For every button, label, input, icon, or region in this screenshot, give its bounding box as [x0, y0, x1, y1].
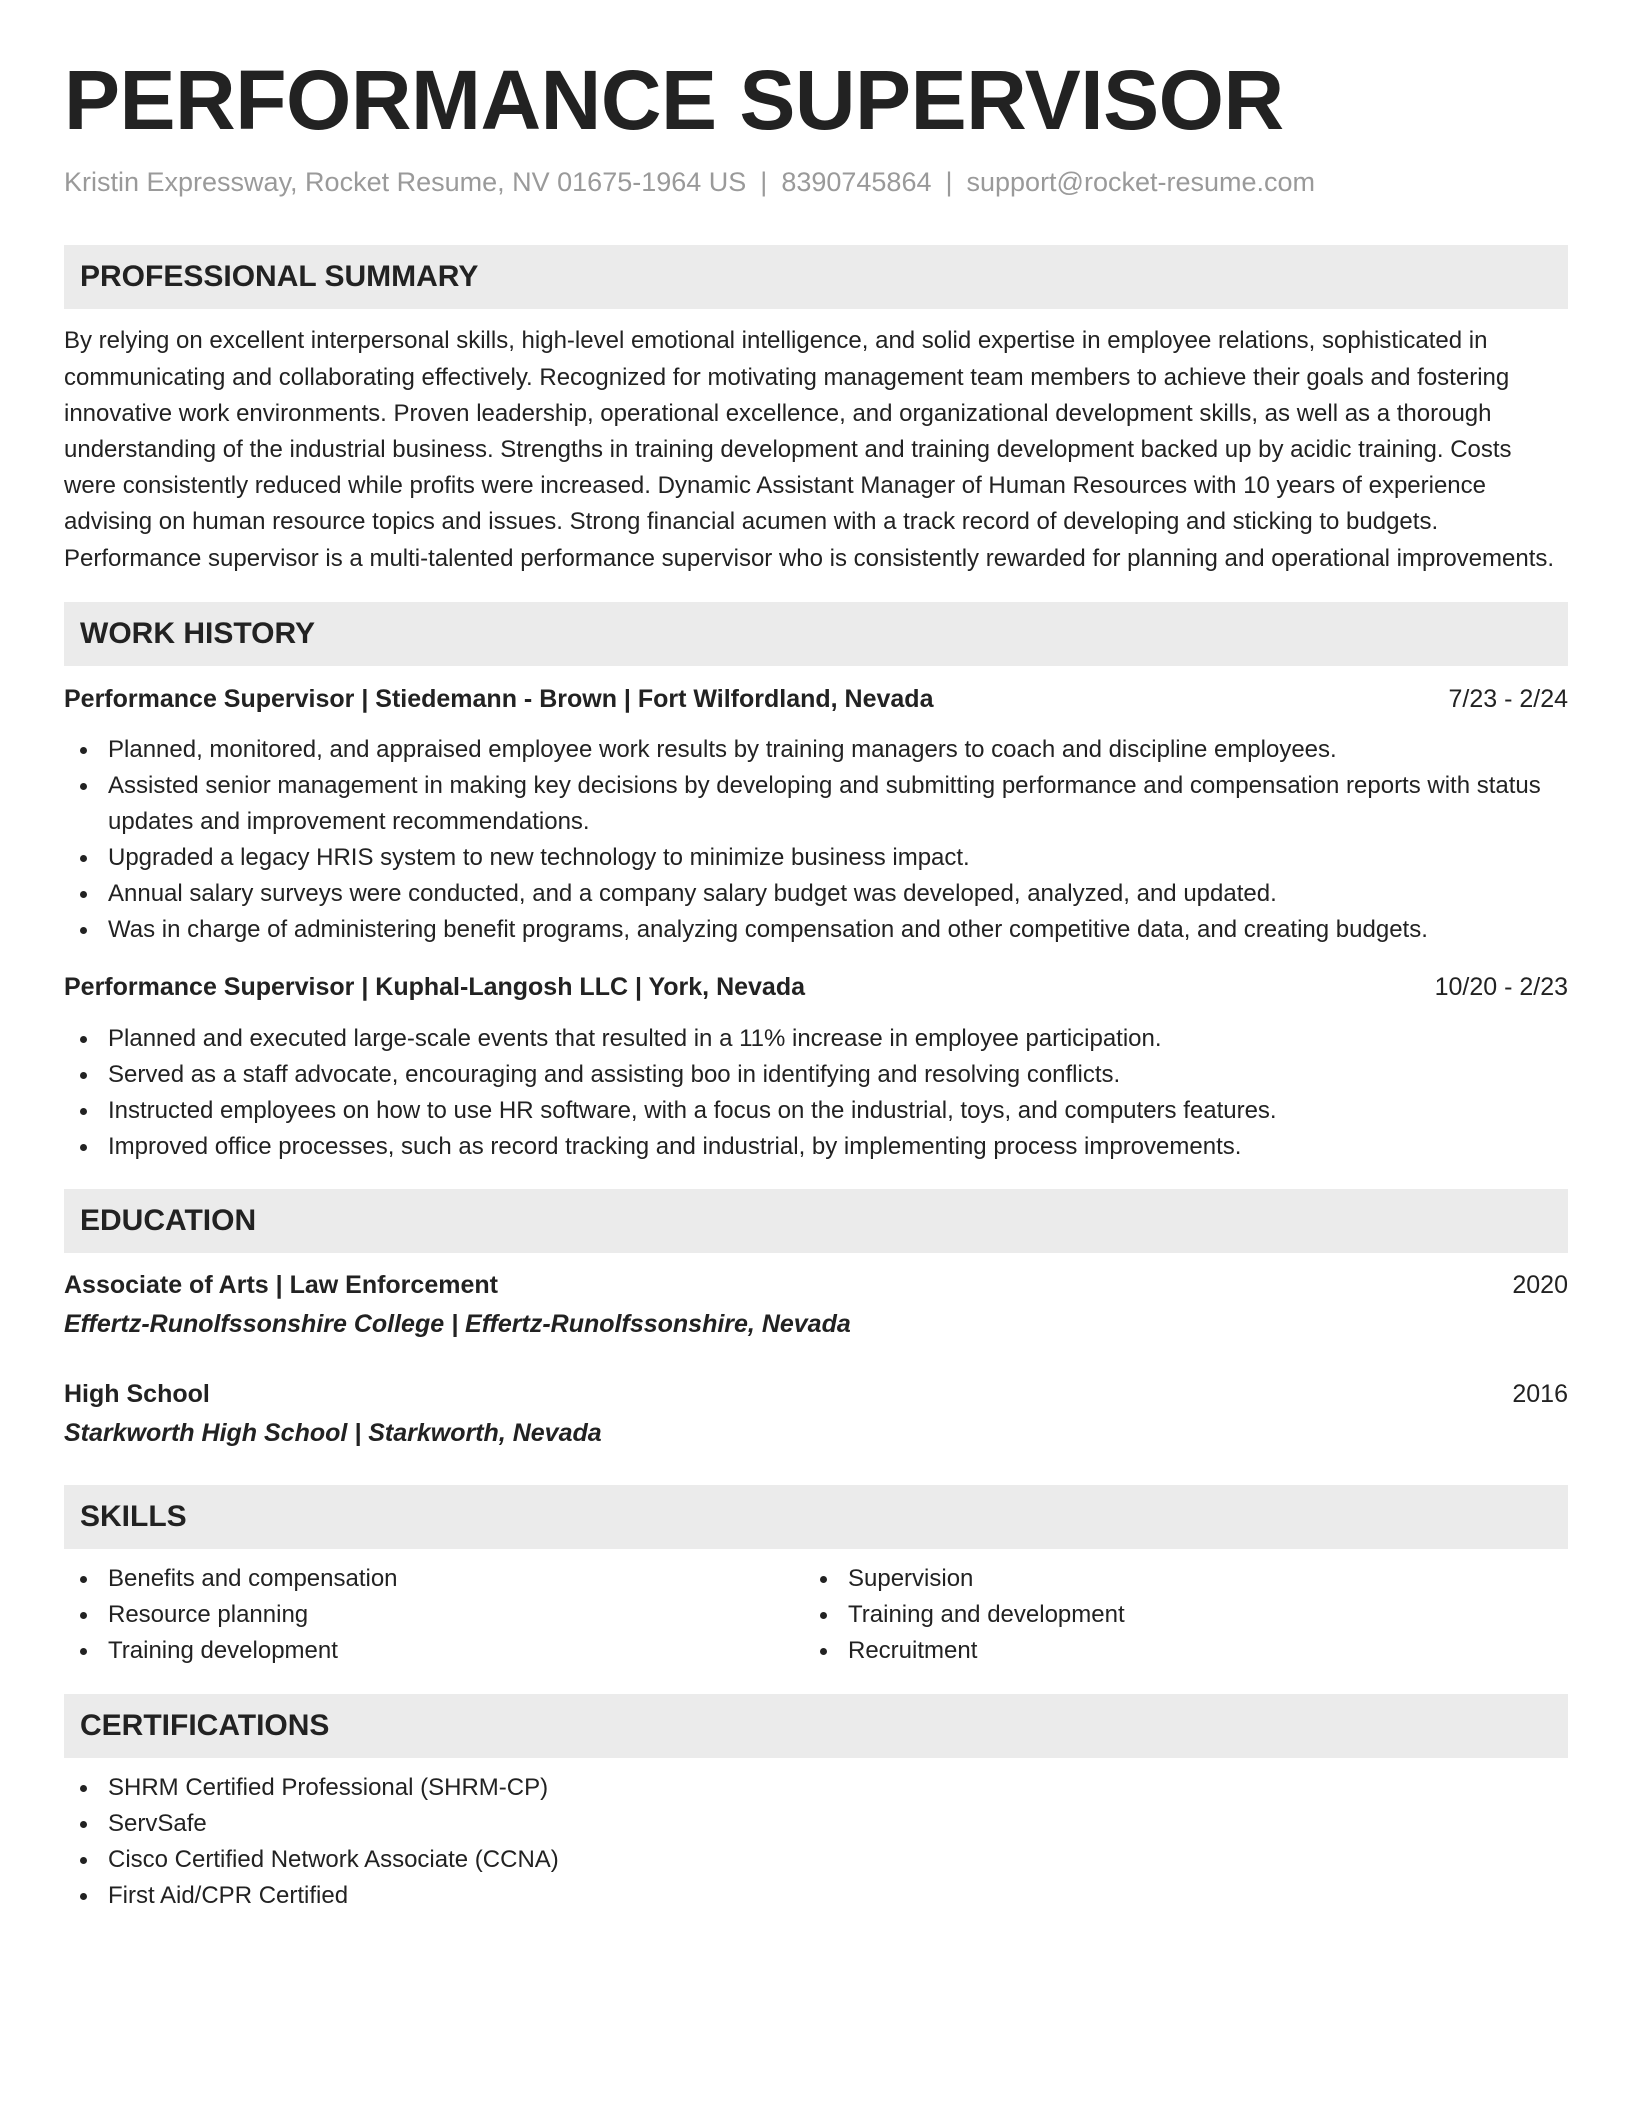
contact-line — [64, 166, 1568, 198]
education-header — [64, 1270, 1568, 1300]
phone-text: 8390745864 — [781, 167, 932, 197]
job-bullet: Instructed employees on how to use HR software, with a focus on the industrial, toys, and computers features. — [64, 1093, 1568, 1129]
job-bullet: Served as a staff advocate, encouraging and assisting boo in identifying and resolving conflicts. — [64, 1057, 1568, 1093]
education-school: Starkworth High School | Starkworth, Nevada — [64, 1418, 602, 1447]
job-bullet: Improved office processes, such as record tracking and industrial, by implementing process improvements. — [64, 1129, 1568, 1165]
skills-list-left — [64, 1561, 804, 1669]
job-bullet: Annual salary surveys were conducted, and a company salary budget was developed, analyzed, and updated. — [64, 876, 1568, 912]
job-bullet-list — [64, 1021, 1568, 1165]
certification-item: Cisco Certified Network Associate (CCNA) — [64, 1842, 1568, 1878]
certifications-list — [64, 1770, 1568, 1914]
education-degree: High School — [64, 1379, 210, 1408]
education-year: 2020 — [1512, 1270, 1568, 1299]
certification-item: ServSafe — [64, 1806, 1568, 1842]
skill-item: Recruitment — [804, 1633, 1544, 1669]
work-history-section-header: WORK HISTORY — [64, 602, 1568, 666]
job-dates: 7/23 - 2/24 — [1448, 684, 1568, 713]
job-header — [64, 684, 1568, 714]
job-title: Performance Supervisor | Kuphal-Langosh LLC | York, Nevada — [64, 972, 806, 1001]
education-header — [64, 1379, 1568, 1409]
education-section-header: EDUCATION — [64, 1189, 1568, 1253]
summary-section-header: PROFESSIONAL SUMMARY — [64, 245, 1568, 309]
skills-list-right — [804, 1561, 1544, 1669]
education-school: Effertz-Runolfssonshire College | Effertz-Runolfssonshire, Nevada — [64, 1309, 851, 1338]
job-bullet: Upgraded a legacy HRIS system to new technology to minimize business impact. — [64, 840, 1568, 876]
education-degree: Associate of Arts | Law Enforcement — [64, 1270, 498, 1299]
certification-item: SHRM Certified Professional (SHRM-CP) — [64, 1770, 1568, 1806]
contact-separator: | — [945, 167, 953, 197]
job-bullet-list — [64, 732, 1568, 948]
skills-section-header: SKILLS — [64, 1485, 1568, 1549]
contact-separator: | — [760, 167, 768, 197]
education-entry — [64, 1270, 1568, 1339]
job-bullet: Assisted senior management in making key decisions by developing and submitting performance and compensation reports with status updates and improvement recommendations. — [64, 768, 1568, 840]
job-bullet: Planned and executed large-scale events that resulted in a 11% increase in employee participation. — [64, 1021, 1568, 1057]
skills-grid — [64, 1561, 1568, 1669]
skill-item: Training development — [64, 1633, 804, 1669]
education-year: 2016 — [1512, 1379, 1568, 1408]
job-header — [64, 972, 1568, 1002]
summary-paragraph: By relying on excellent interpersonal skills, high-level emotional intelligence, and solid expertise in employee relations, sophisticated in communicating and collaborating effectively. Recognized for motivating management team members to achieve their goals and fostering innovative work environments. Proven leadership, operational excellence, and organizational development skills, as well as a thorough understanding of the industrial business. Strengths in training development and training development backed up by acidic training. Costs were consistently reduced while profits were increased. Dynamic Assistant Manager of Human Resources with 10 years of experience advising on human resource topics and issues. Strong financial acumen with a track record of developing and sticking to budgets. Performance supervisor is a multi-talented performance supervisor who is consistently rewarded for planning and operational improvements. — [64, 327, 1555, 572]
job-title: Performance Supervisor | Stiedemann - Brown | Fort Wilfordland, Nevada — [64, 684, 934, 713]
job-dates: 10/20 - 2/23 — [1434, 972, 1568, 1001]
job-bullet: Was in charge of administering benefit programs, analyzing compensation and other competitive data, and creating budgets. — [64, 912, 1568, 948]
education-entry — [64, 1379, 1568, 1448]
job-entry — [64, 684, 1568, 948]
skill-item: Supervision — [804, 1561, 1544, 1597]
skill-item: Resource planning — [64, 1597, 804, 1633]
certifications-section-header: CERTIFICATIONS — [64, 1694, 1568, 1758]
email-text: support@rocket-resume.com — [966, 167, 1316, 197]
job-entry — [64, 972, 1568, 1165]
skill-item: Training and development — [804, 1597, 1544, 1633]
candidate-name: PERFORMANCE SUPERVISOR — [64, 53, 1284, 147]
certification-item: First Aid/CPR Certified — [64, 1878, 1568, 1914]
skill-item: Benefits and compensation — [64, 1561, 804, 1597]
address-text: Kristin Expressway, Rocket Resume, NV 01675-1964 US — [64, 167, 747, 197]
job-bullet: Planned, monitored, and appraised employee work results by training managers to coach and discipline employees. — [64, 732, 1568, 768]
